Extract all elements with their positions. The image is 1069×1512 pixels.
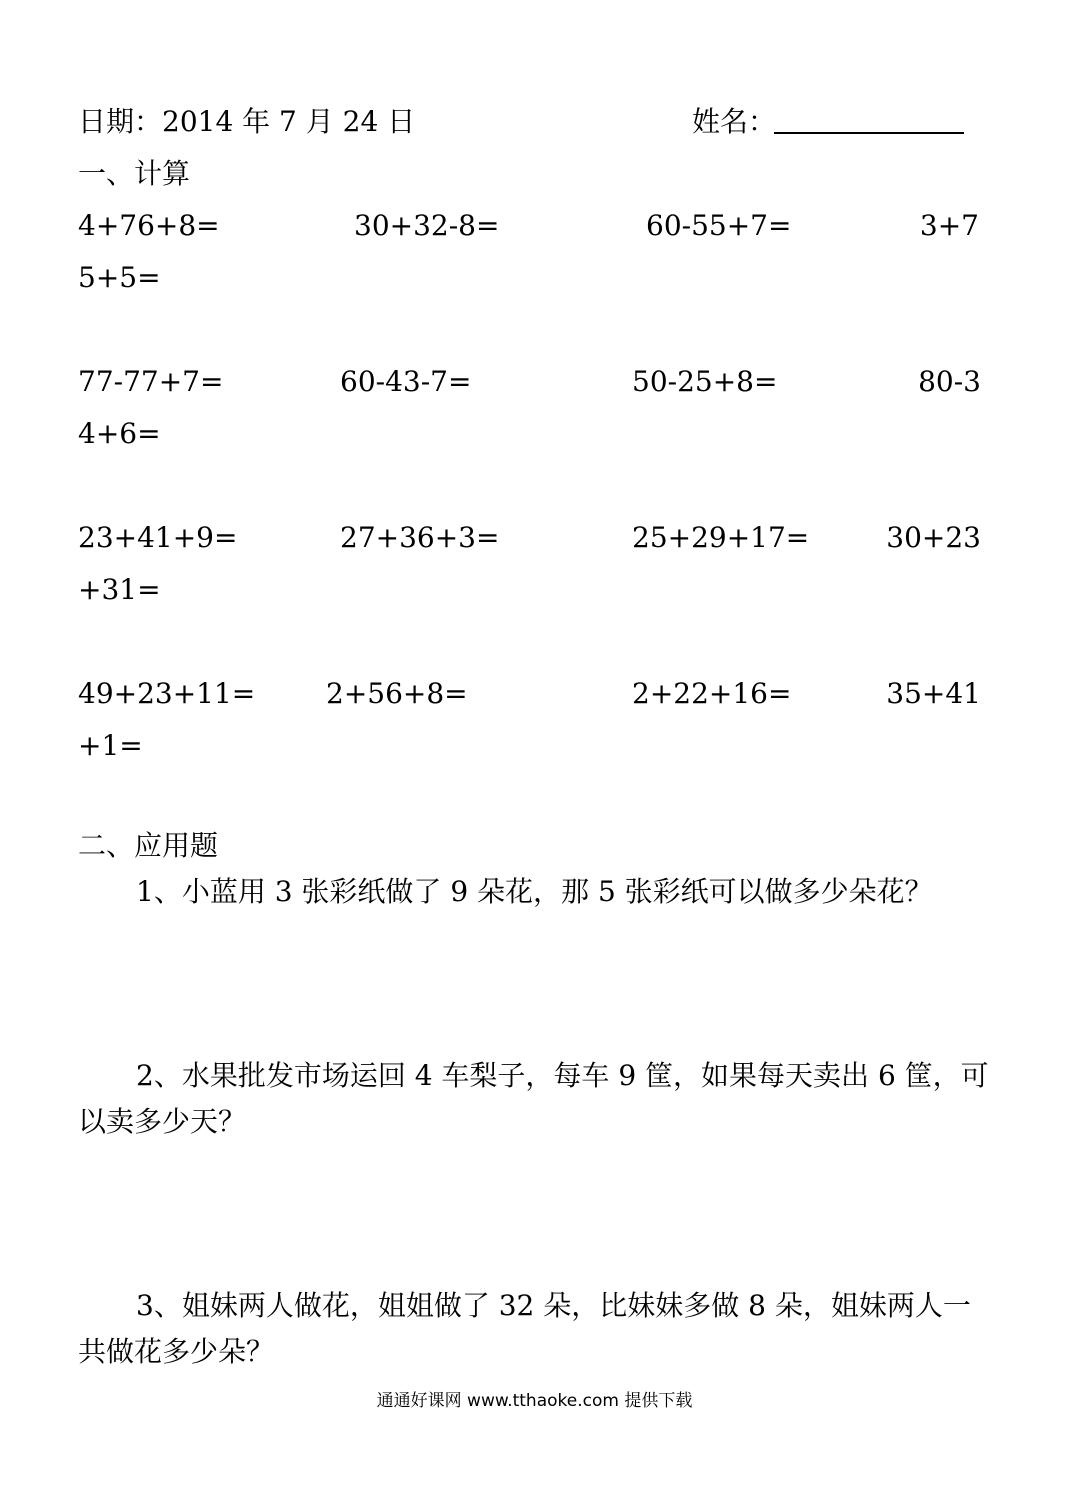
problem-4-1: 49+23+11= bbox=[78, 677, 256, 710]
section-2-title: 二、应用题 bbox=[78, 829, 219, 862]
problem-3-3: 25+29+17= bbox=[632, 521, 810, 554]
word-problem-2-line-2: 以卖多少天？ bbox=[78, 1105, 247, 1138]
problem-1-3: 60-55+7= bbox=[646, 209, 792, 242]
problem-2-2: 60-43-7= bbox=[340, 365, 472, 398]
footer-text: 通通好课网 www.tthaoke.com 提供下载 bbox=[376, 1391, 693, 1411]
problem-3-1: 23+41+9= bbox=[78, 521, 238, 554]
problem-1-2: 30+32-8= bbox=[354, 209, 500, 242]
problem-2-3: 50-25+8= bbox=[632, 365, 778, 398]
problem-1-1: 4+76+8= bbox=[78, 209, 220, 242]
problem-4-4: 35+41 bbox=[886, 677, 981, 710]
word-problem-3-line-2: 共做花多少朵？ bbox=[78, 1335, 275, 1368]
problem-3-4: 30+23 bbox=[886, 521, 981, 554]
name-label: 姓名： bbox=[692, 105, 777, 138]
problem-2-4-continued: 4+6= bbox=[78, 417, 161, 450]
word-problem-1: 1、小蓝用 3 张彩纸做了 9 朵花，那 5 张彩纸可以做多少朵花？ bbox=[136, 875, 933, 908]
problem-4-3: 2+22+16= bbox=[632, 677, 792, 710]
name-blank-line bbox=[774, 132, 964, 134]
word-problem-2-line-1: 2、水果批发市场运回 4 车梨子，每车 9 筐，如果每天卖出 6 筐，可 bbox=[136, 1059, 989, 1092]
problem-1-4: 3+7 bbox=[919, 209, 979, 242]
date-line: 日期：2014 年 7 月 24 日 bbox=[78, 105, 416, 138]
problem-4-4-continued: +1= bbox=[78, 729, 143, 762]
problem-2-4: 80-3 bbox=[918, 365, 981, 398]
word-problem-3-line-1: 3、姐妹两人做花，姐姐做了 32 朵，比妹妹多做 8 朵，姐妹两人一 bbox=[136, 1289, 971, 1322]
problem-2-1: 77-77+7= bbox=[78, 365, 224, 398]
section-1-title: 一、计算 bbox=[78, 157, 191, 190]
problem-4-2: 2+56+8= bbox=[326, 677, 468, 710]
problem-3-4-continued: +31= bbox=[78, 573, 161, 606]
problem-1-4-continued: 5+5= bbox=[78, 261, 161, 294]
problem-3-2: 27+36+3= bbox=[340, 521, 500, 554]
